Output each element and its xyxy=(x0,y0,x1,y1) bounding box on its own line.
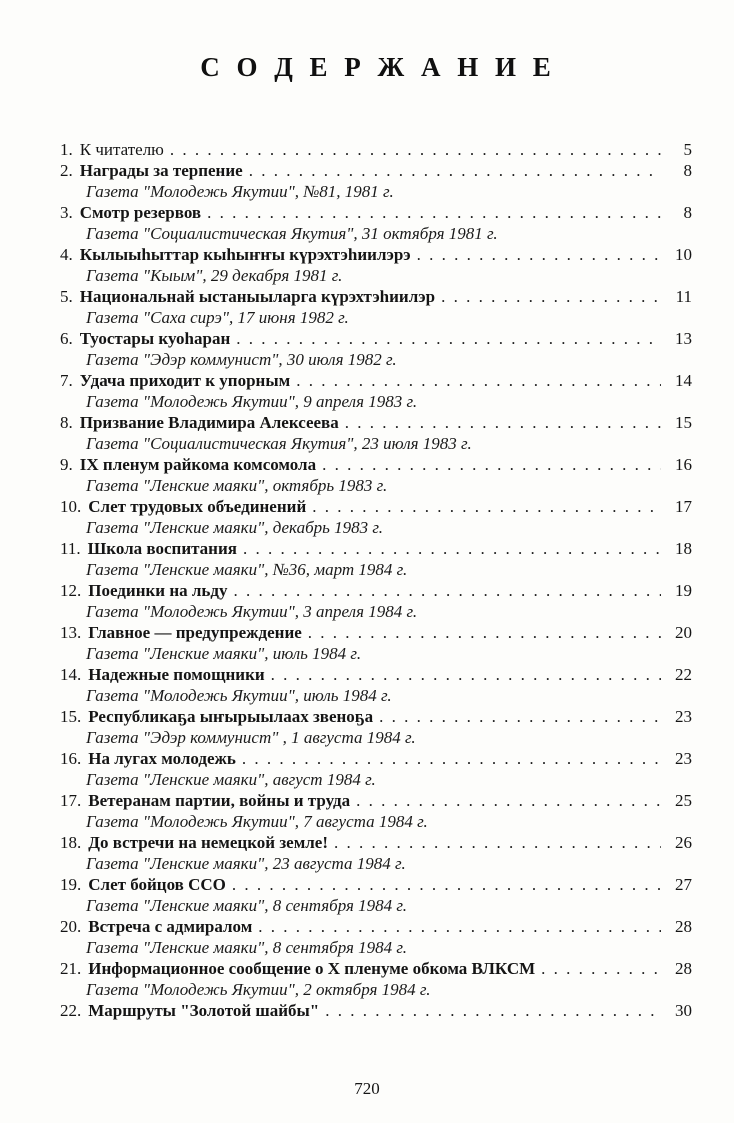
dot-leader xyxy=(345,412,661,433)
toc-entry-line xyxy=(60,916,692,937)
toc-entry-line xyxy=(60,664,692,685)
dot-leader xyxy=(234,580,662,601)
toc-entry-line xyxy=(60,160,692,181)
entry-source: Газета "Молодежь Якутии", №81, 1981 г. xyxy=(86,182,394,201)
entry-number: 18. xyxy=(60,833,82,852)
dot-leader xyxy=(441,286,661,307)
entry-source: Газета "Ленские маяки", 23 августа 1984 г. xyxy=(86,854,406,873)
toc-entry-line xyxy=(60,454,692,475)
entry-page-number: 26 xyxy=(675,833,692,852)
toc-entry xyxy=(60,706,692,748)
entry-source: Газета "Эдэр коммунист" , 1 августа 1984 г. xyxy=(86,728,416,747)
dot-leader xyxy=(322,454,661,475)
entry-title: Смотр резервов xyxy=(79,203,202,222)
toc-entry-line xyxy=(60,1000,692,1021)
entry-title: Слет бойцов ССО xyxy=(88,875,226,894)
entry-source: Газета "Саха сирэ", 17 июня 1982 г. xyxy=(86,308,349,327)
entry-source: Газета "Ленские маяки", октябрь 1983 г. xyxy=(86,476,388,495)
toc-entry xyxy=(60,748,692,790)
entry-title: Туостары куоһаран xyxy=(79,329,231,348)
toc-entry xyxy=(60,244,692,286)
entry-source: Газета "Молодежь Якутии", июль 1984 г. xyxy=(86,686,392,705)
entry-number: 22. xyxy=(60,1001,82,1020)
entry-title: До встречи на немецкой земле! xyxy=(88,833,329,852)
entry-page-number: 11 xyxy=(675,287,692,306)
entry-number: 2. xyxy=(60,161,73,180)
toc-entry xyxy=(60,1000,692,1021)
toc-entry-line xyxy=(60,706,692,727)
entry-page-number: 10 xyxy=(675,245,692,264)
dot-leader xyxy=(258,916,661,937)
entry-page-number: 28 xyxy=(675,917,692,936)
entry-number: 17. xyxy=(60,791,82,810)
entry-page-number: 13 xyxy=(675,329,692,348)
toc-entry xyxy=(60,496,692,538)
dot-leader xyxy=(243,538,661,559)
toc-entry-line xyxy=(60,496,692,517)
entry-number: 1. xyxy=(60,140,73,159)
toc-entry xyxy=(60,790,692,832)
entry-number: 19. xyxy=(60,875,82,894)
toc-entry-line xyxy=(60,244,692,265)
entry-title: Республикаҕа ыҥырыылаах звеноҕа xyxy=(88,707,374,726)
page-title: С О Д Е Р Ж А Н И Е xyxy=(200,52,552,82)
dot-leader xyxy=(271,664,661,685)
entry-number: 6. xyxy=(60,329,73,348)
entry-title: Удача приходит к упорным xyxy=(79,371,291,390)
toc-entry-line xyxy=(60,412,692,433)
entry-number: 5. xyxy=(60,287,73,306)
toc-entry xyxy=(60,454,692,496)
toc-entry-line xyxy=(60,139,692,160)
entry-title: Кылыыһыттар кыһыҥҥы күрэхтэһиилэрэ xyxy=(79,245,411,264)
entry-number: 14. xyxy=(60,665,82,684)
toc-entry-line xyxy=(60,874,692,895)
folio-page-number: 720 xyxy=(354,1079,380,1098)
entry-page-number: 28 xyxy=(675,959,692,978)
entry-source: Газета "Молодежь Якутии", 2 октября 1984 г. xyxy=(86,980,431,999)
entry-title: Школа воспитания xyxy=(87,539,237,558)
entry-number: 3. xyxy=(60,203,73,222)
entry-page-number: 20 xyxy=(675,623,692,642)
toc-entry xyxy=(60,958,692,1000)
toc-entry-line xyxy=(60,790,692,811)
toc-entry-line xyxy=(60,286,692,307)
entry-source: Газета "Эдэр коммунист", 30 июля 1982 г. xyxy=(86,350,397,369)
toc-entry-line xyxy=(60,580,692,601)
entry-title: Информационное сообщение о X пленуме обкома ВЛКСМ xyxy=(88,959,536,978)
toc-entry-line xyxy=(60,622,692,643)
dot-leader xyxy=(170,139,661,160)
dot-leader xyxy=(334,832,661,853)
entry-number: 4. xyxy=(60,245,73,264)
dot-leader xyxy=(379,706,661,727)
toc-entry xyxy=(60,160,692,202)
entry-number: 16. xyxy=(60,749,82,768)
entry-source: Газета "Ленские маяки", декабрь 1983 г. xyxy=(86,518,384,537)
entry-source: Газета "Ленские маяки", 8 сентября 1984 г. xyxy=(86,938,408,957)
toc-entry xyxy=(60,538,692,580)
entry-source: Газета "Ленские маяки", 8 сентября 1984 г. xyxy=(86,896,408,915)
entry-source: Газета "Ленские маяки", №36, март 1984 г. xyxy=(86,560,408,579)
toc-entry-line xyxy=(60,328,692,349)
entry-source: Газета "Молодежь Якутии", 3 апреля 1984 г. xyxy=(86,602,418,621)
entry-page-number: 5 xyxy=(683,140,692,159)
toc-entry-line xyxy=(60,958,692,979)
toc-entry xyxy=(60,916,692,958)
entry-number: 15. xyxy=(60,707,82,726)
entry-number: 7. xyxy=(60,371,73,390)
entry-page-number: 23 xyxy=(675,749,692,768)
entry-page-number: 25 xyxy=(675,791,692,810)
dot-leader xyxy=(249,160,661,181)
entry-page-number: 22 xyxy=(675,665,692,684)
entry-title: Ветеранам партии, войны и труда xyxy=(88,791,351,810)
entry-title: Надежные помощники xyxy=(88,665,265,684)
entry-page-number: 8 xyxy=(683,203,692,222)
toc-entry xyxy=(60,664,692,706)
entry-source: Газета "Социалистическая Якутия", 31 октября 1981 г. xyxy=(86,224,498,243)
entry-page-number: 16 xyxy=(675,455,692,474)
entry-title: Поединки на льду xyxy=(88,581,228,600)
entry-title: Награды за терпение xyxy=(79,161,243,180)
dot-leader xyxy=(242,748,661,769)
entry-number: 9. xyxy=(60,455,73,474)
entry-page-number: 17 xyxy=(675,497,692,516)
toc-entry xyxy=(60,832,692,874)
entry-title: Слет трудовых объединений xyxy=(88,497,307,516)
entry-number: 20. xyxy=(60,917,82,936)
entry-page-number: 27 xyxy=(675,875,692,894)
entry-source: Газета "Ленские маяки", август 1984 г. xyxy=(86,770,376,789)
entry-page-number: 15 xyxy=(675,413,692,432)
entry-title: Призвание Владимира Алексеева xyxy=(79,413,339,432)
entry-page-number: 23 xyxy=(675,707,692,726)
entry-page-number: 18 xyxy=(675,539,692,558)
toc-entry-line xyxy=(60,538,692,559)
toc-entry xyxy=(60,412,692,454)
entry-source: Газета "Молодежь Якутии", 9 апреля 1983 г. xyxy=(86,392,418,411)
entry-source: Газета "Молодежь Якутии", 7 августа 1984 г. xyxy=(86,812,428,831)
toc-entry-line xyxy=(60,202,692,223)
dot-leader xyxy=(207,202,661,223)
toc-entry-line xyxy=(60,370,692,391)
entry-source: Газета "Социалистическая Якутия", 23 июля 1983 г. xyxy=(86,434,472,453)
dot-leader xyxy=(356,790,661,811)
toc-list xyxy=(60,139,692,1021)
dot-leader xyxy=(296,370,661,391)
toc-entry xyxy=(60,328,692,370)
entry-title: Встреча с адмиралом xyxy=(88,917,253,936)
entry-number: 10. xyxy=(60,497,82,516)
entry-title: IX пленум райкома комсомола xyxy=(79,455,317,474)
entry-number: 8. xyxy=(60,413,73,432)
dot-leader xyxy=(541,958,661,979)
dot-leader xyxy=(312,496,661,517)
entry-number: 12. xyxy=(60,581,82,600)
toc-entry xyxy=(60,622,692,664)
entry-title: К читателю xyxy=(79,140,164,159)
dot-leader xyxy=(232,874,661,895)
entry-page-number: 19 xyxy=(675,581,692,600)
dot-leader xyxy=(236,328,661,349)
entry-title: Национальнай ыстаныыларга күрэхтэһиилэр xyxy=(79,287,436,306)
toc-entry xyxy=(60,286,692,328)
dot-leader xyxy=(308,622,661,643)
toc-entry xyxy=(60,580,692,622)
entry-source: Газета "Кыым", 29 декабря 1981 г. xyxy=(86,266,343,285)
toc-entry-line xyxy=(60,832,692,853)
toc-entry xyxy=(60,139,692,160)
toc-entry xyxy=(60,874,692,916)
toc-entry-line xyxy=(60,748,692,769)
entry-title: На лугах молодежь xyxy=(88,749,236,768)
entry-title: Главное — предупреждение xyxy=(88,623,302,642)
entry-source: Газета "Ленские маяки", июль 1984 г. xyxy=(86,644,362,663)
entry-page-number: 8 xyxy=(683,161,692,180)
entry-page-number: 30 xyxy=(675,1001,692,1020)
entry-number: 13. xyxy=(60,623,82,642)
entry-number: 21. xyxy=(60,959,82,978)
dot-leader xyxy=(325,1000,661,1021)
entry-page-number: 14 xyxy=(675,371,692,390)
entry-number: 11. xyxy=(60,539,81,558)
dot-leader xyxy=(417,244,661,265)
entry-title: Маршруты "Золотой шайбы" xyxy=(88,1001,320,1020)
toc-entry xyxy=(60,202,692,244)
toc-entry xyxy=(60,370,692,412)
